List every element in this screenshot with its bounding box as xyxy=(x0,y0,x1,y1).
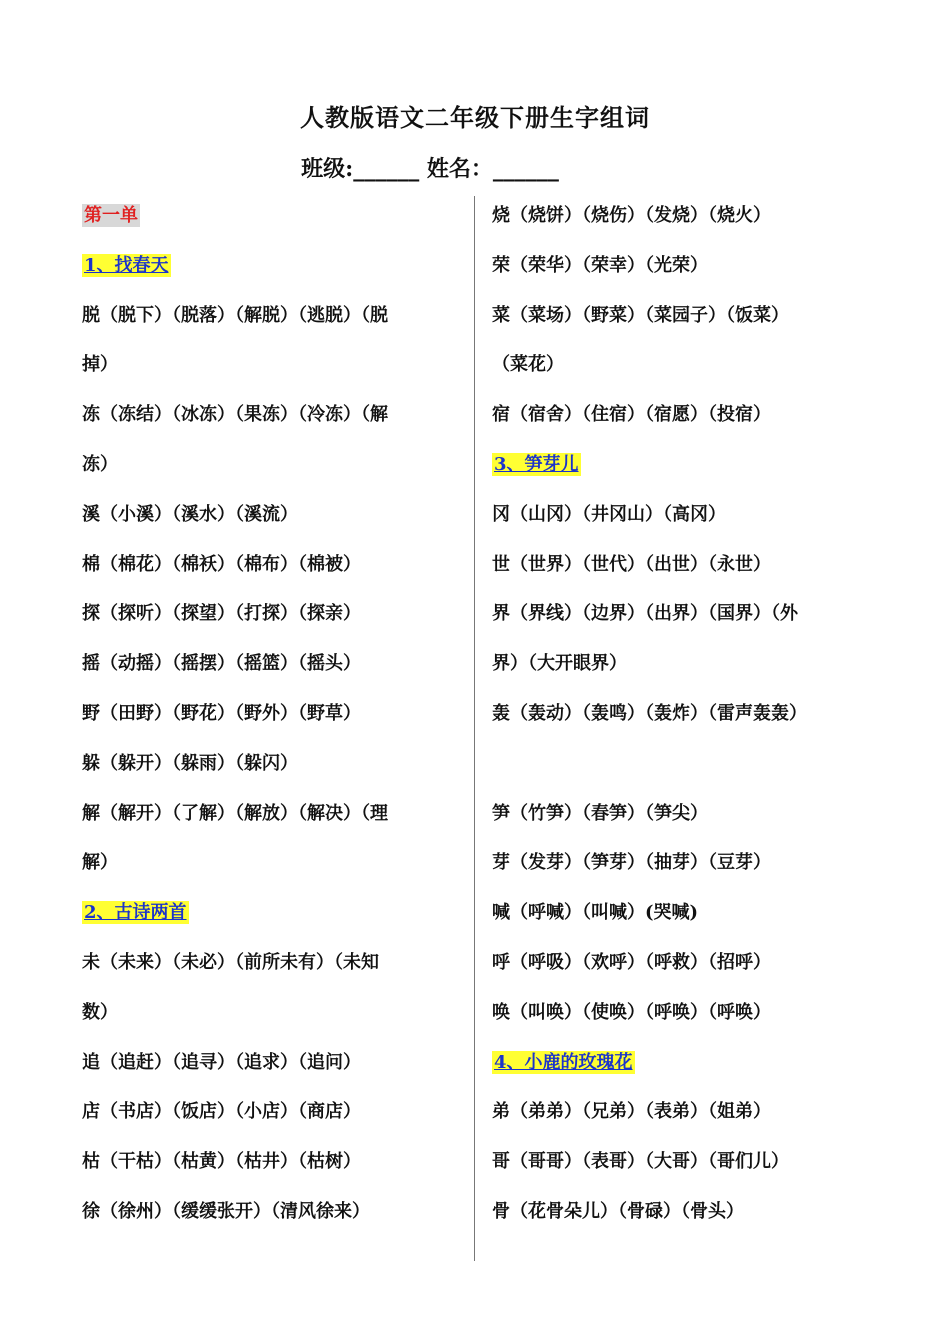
column-divider xyxy=(474,196,475,1261)
word-entry: 菜（菜场）（野菜）（菜园子）（饭菜） xyxy=(492,304,789,326)
class-name-line: 班级:______ 姓名：______ xyxy=(301,156,559,182)
word-entry: 宿（宿舍）（住宿）（宿愿）（投宿） xyxy=(492,404,771,426)
word-entry: 掉） xyxy=(82,354,118,376)
word-entry: 世（世界）（世代）（出世）（永世） xyxy=(492,553,771,575)
word-entry: 烧（烧饼）（烧伤）（发烧）（烧火） xyxy=(492,205,771,226)
word-entry: 枯（干枯）（枯黄）（枯井）（枯树） xyxy=(82,1151,361,1173)
word-entry: 脱（脱下）（脱落）（解脱）（逃脱）（脱 xyxy=(82,304,388,326)
word-entry: 冻（冻结）（冰冻）（果冻）（冷冻）（解 xyxy=(82,404,388,426)
blank-line xyxy=(492,739,872,789)
word-entry: 摇（动摇）（摇摆）（摇篮）（摇头） xyxy=(82,653,361,675)
word-entry: 界（界线）（边界）（出界）（国界）（外 xyxy=(492,603,798,625)
lesson-heading-row xyxy=(82,241,462,291)
word-entry: 轰（轰动）（轰鸣）（轰炸）（雷声轰轰） xyxy=(492,702,807,724)
unit-heading: 第一单 xyxy=(84,205,138,226)
word-entry: 数） xyxy=(82,1001,118,1023)
word-entry: 哥（哥哥）（表哥）（大哥）（哥们儿） xyxy=(492,1151,789,1173)
word-entry: 唤（叫唤）（使唤）（呼唤）（呼唤） xyxy=(492,1001,771,1023)
word-entry: 冈（山冈）（井冈山）（高冈） xyxy=(492,503,726,525)
word-entry: 芽（发芽）（笋芽）（抽芽）（豆芽） xyxy=(492,852,771,874)
word-entry: 棉（棉花）（棉袄）（棉布）（棉被） xyxy=(82,553,361,575)
lesson-heading-row xyxy=(82,888,462,938)
lesson-heading: 2、古诗两首 xyxy=(84,902,187,924)
word-entry: 呼（呼吸）（欢呼）（呼救）（招呼） xyxy=(492,951,771,973)
left-column xyxy=(82,191,462,1237)
word-entry: 躲（躲开）（躲雨）（躲闪） xyxy=(82,752,298,774)
word-entry: 解） xyxy=(82,852,118,874)
word-entry: 店（书店）（饭店）（小店）（商店） xyxy=(82,1101,361,1123)
page-title: 人教版语文二年级下册生字组词 xyxy=(300,103,650,132)
word-entry: 喊（呼喊）（叫喊）(哭喊) xyxy=(492,902,699,924)
word-entry: 追（追赶）（追寻）（追求）（追问） xyxy=(82,1051,361,1073)
word-entry: 冻） xyxy=(82,453,118,475)
word-entry: （菜花） xyxy=(492,354,564,376)
lesson-heading-row xyxy=(492,1038,872,1088)
word-entry: 解（解开）（了解）（解放）（解决）（理 xyxy=(82,802,388,824)
unit-heading-row xyxy=(82,191,462,241)
word-entry: 荣（荣华）（荣幸）（光荣） xyxy=(492,254,708,276)
word-entry: 骨（花骨朵儿）（骨碌）（骨头） xyxy=(492,1200,744,1222)
word-entry: 未（未来）（未必）（前所未有）（未知 xyxy=(82,951,379,973)
lesson-heading: 1、找春天 xyxy=(84,254,169,276)
word-entry: 弟（弟弟）（兄弟）（表弟）（姐弟） xyxy=(492,1101,771,1123)
word-entry: 徐（徐州）（缓缓张开）（清风徐来） xyxy=(82,1200,370,1222)
word-entry: 溪（小溪）（溪水）（溪流） xyxy=(82,503,298,525)
lesson-heading-row xyxy=(492,440,872,490)
right-column xyxy=(492,191,872,1237)
word-entry: 探（探听）（探望）（打探）（探亲） xyxy=(82,603,361,625)
word-entry: 笋（竹笋）（春笋）（笋尖） xyxy=(492,802,708,824)
lesson-heading: 4、小鹿的玫瑰花 xyxy=(494,1051,633,1073)
lesson-heading: 3、笋芽儿 xyxy=(494,453,579,475)
word-entry: 野（田野）（野花）（野外）（野草） xyxy=(82,702,361,724)
word-entry: 界）（大开眼界） xyxy=(492,653,627,675)
